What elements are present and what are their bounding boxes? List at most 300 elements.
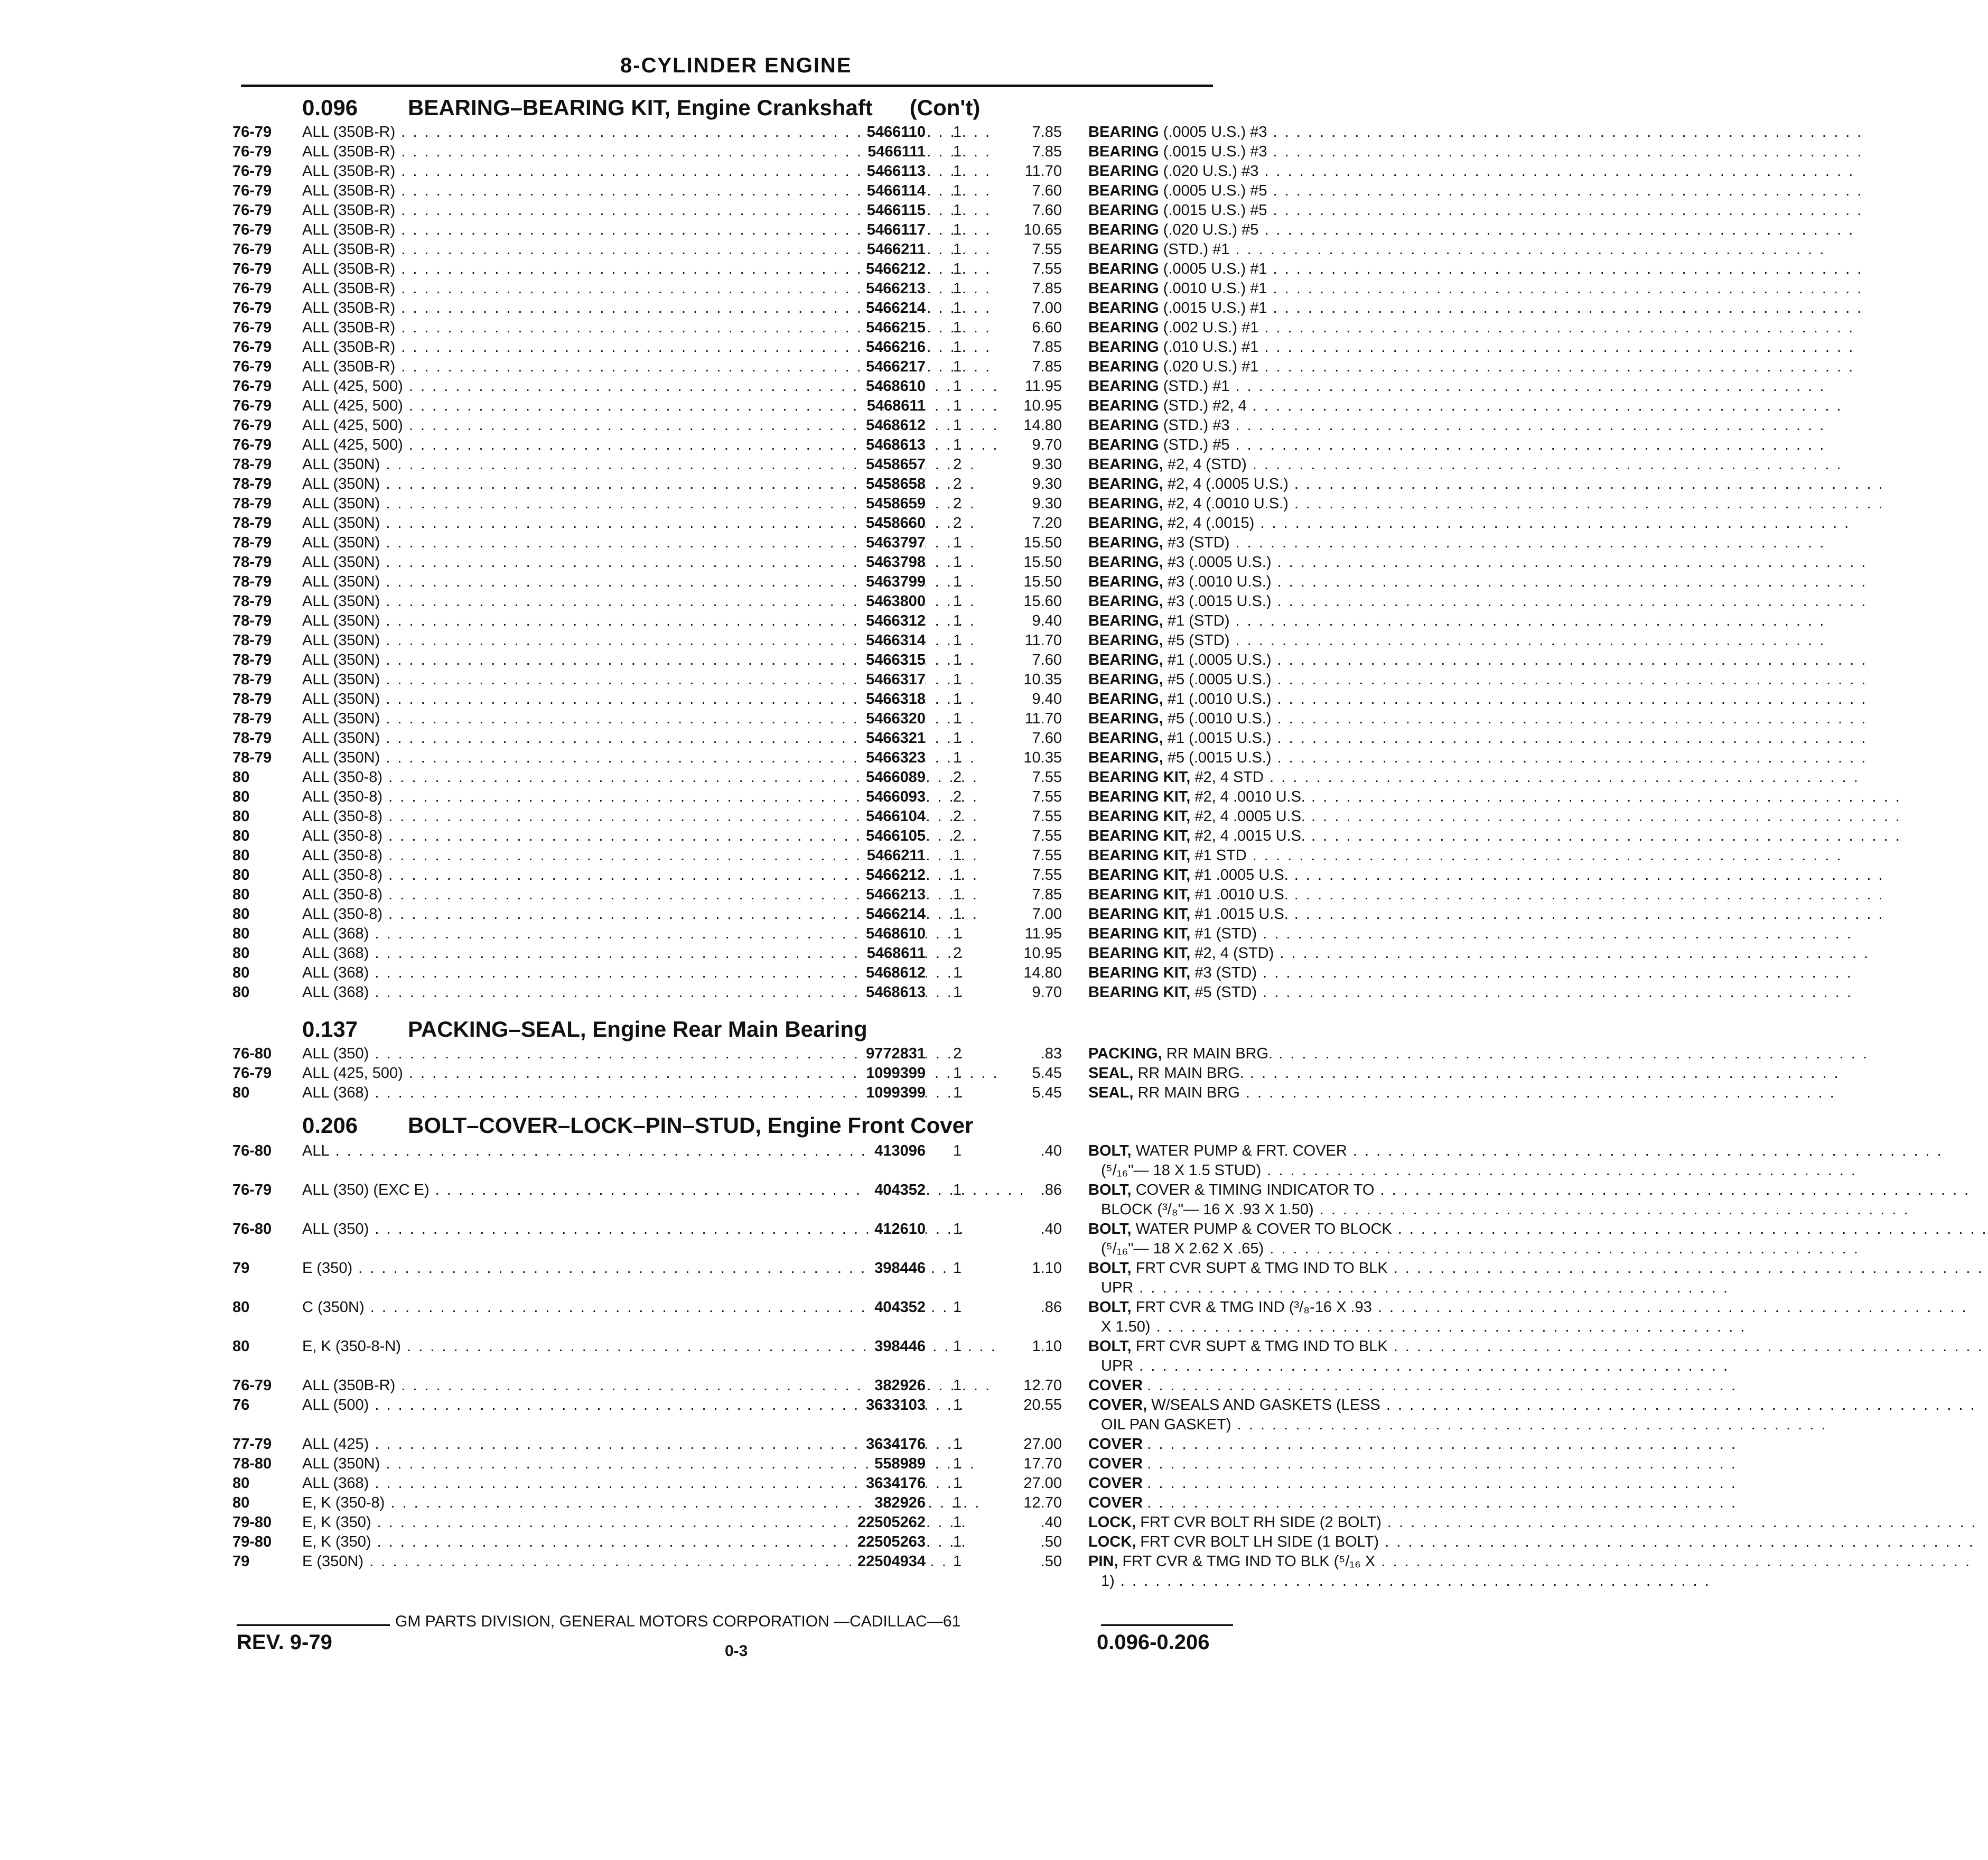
section-heading bbox=[302, 1017, 867, 1042]
year-cell: 79 bbox=[232, 1553, 250, 1570]
table-row bbox=[232, 729, 1272, 748]
price-cell: .40 bbox=[1040, 1221, 1062, 1238]
description-cell bbox=[1088, 650, 1469, 670]
description-text: #5 (.0005 U.S.) bbox=[1167, 671, 1272, 688]
description-cell bbox=[1088, 181, 1469, 201]
part-number-cell: 5466317 bbox=[860, 670, 926, 690]
description-cell bbox=[1088, 807, 1469, 826]
footer-publisher: GM PARTS DIVISION, GENERAL MOTORS CORPORATION —CADILLAC—61 bbox=[395, 1613, 961, 1630]
description-cell bbox=[1088, 377, 1469, 396]
description-text: #1 (.0015 U.S.) bbox=[1167, 730, 1272, 747]
part-number-cell: 558989 bbox=[868, 1454, 926, 1474]
description-text: #1 .0015 U.S. bbox=[1194, 906, 1289, 923]
footer-page-number: 0-3 bbox=[725, 1642, 748, 1660]
table-row bbox=[232, 905, 1289, 924]
table-row bbox=[232, 1493, 1236, 1513]
part-number-cell: 5466111 bbox=[861, 142, 926, 162]
description-keyword: BEARING, bbox=[1088, 495, 1163, 512]
year-cell: 78-79 bbox=[232, 456, 272, 473]
description-cell bbox=[1088, 416, 1469, 435]
price-cell: 14.80 bbox=[1023, 964, 1062, 981]
table-row bbox=[232, 181, 1267, 201]
description-text: #2, 4 (STD) bbox=[1167, 456, 1247, 473]
description-cell bbox=[1088, 983, 1469, 1002]
table-row bbox=[232, 494, 1289, 514]
model-cell: ALL (350B-R) . . . bbox=[302, 259, 815, 279]
part-number-cell: 5468613 bbox=[860, 435, 926, 455]
table-row bbox=[232, 1337, 1388, 1376]
description-line bbox=[1088, 611, 1469, 631]
description-keyword: BEARING KIT, bbox=[1088, 906, 1191, 923]
price-cell: 5.45 bbox=[1032, 1065, 1062, 1082]
part-number-cell: 22505262 bbox=[851, 1513, 926, 1532]
description-keyword: BEARING KIT, bbox=[1088, 945, 1191, 962]
part-number-cell: 5466214 bbox=[860, 299, 926, 318]
year-cell: 76-79 bbox=[232, 417, 272, 434]
table-row bbox=[232, 1474, 1236, 1493]
description-cell bbox=[1088, 1454, 1469, 1474]
table-row bbox=[232, 240, 1236, 259]
description-continuation: (⁵/₁₆"— 18 X 1.5 STUD) . . . bbox=[1088, 1161, 1469, 1180]
description-cell bbox=[1088, 357, 1469, 377]
price-cell: 11.95 bbox=[1024, 925, 1062, 942]
section-name: PACKING–SEAL, Engine Rear Main Bearing bbox=[408, 1017, 867, 1041]
description-line bbox=[1088, 748, 1469, 768]
model-cell: ALL (350N) . . . bbox=[302, 592, 815, 611]
part-number-cell: 5466318 bbox=[860, 690, 926, 709]
part-number-cell: 5463800 bbox=[860, 592, 926, 611]
price-cell: 10.65 bbox=[1023, 221, 1062, 238]
description-line bbox=[1088, 905, 1469, 924]
year-cell: 76-80 bbox=[232, 1221, 272, 1238]
description-text: #3 (STD) bbox=[1167, 534, 1230, 551]
description-keyword: LOCK, bbox=[1088, 1514, 1136, 1531]
description-text: #2, 4 STD bbox=[1194, 769, 1264, 786]
quantity-cell: 1 bbox=[953, 339, 962, 356]
part-number-cell: 404352 bbox=[868, 1298, 926, 1317]
model-cell: E (350) . . . bbox=[302, 1259, 815, 1278]
year-cell: 80 bbox=[232, 906, 250, 923]
part-number-cell: 5466212 bbox=[860, 259, 926, 279]
description-cell bbox=[1088, 455, 1469, 475]
year-cell: 78-79 bbox=[232, 554, 272, 571]
part-number-cell: 5466214 bbox=[860, 905, 926, 924]
year-cell: 80 bbox=[232, 1338, 250, 1355]
year-cell: 76-79 bbox=[232, 182, 272, 199]
description-text: RR MAIN BRG. bbox=[1137, 1065, 1244, 1082]
quantity-cell: 2 bbox=[953, 476, 962, 492]
description-keyword: BEARING bbox=[1088, 436, 1159, 453]
price-cell: 9.40 bbox=[1032, 691, 1062, 708]
description-cell bbox=[1088, 709, 1469, 729]
year-cell: 76-79 bbox=[232, 300, 272, 317]
model-cell: ALL (350N) . . . bbox=[302, 475, 815, 494]
description-text: (.0005 U.S.) #1 bbox=[1163, 261, 1267, 277]
part-number-cell: 5463797 bbox=[860, 533, 926, 553]
part-number-cell: 5468612 bbox=[860, 416, 926, 435]
description-cell bbox=[1088, 553, 1469, 572]
description-cell bbox=[1088, 123, 1469, 142]
quantity-cell: 1 bbox=[953, 1065, 962, 1082]
part-number-cell: 5466211 bbox=[861, 846, 926, 866]
description-text: #5 (STD) bbox=[1167, 632, 1230, 649]
table-row bbox=[232, 220, 1259, 240]
description-keyword: BOLT, bbox=[1088, 1299, 1132, 1316]
price-cell: 17.70 bbox=[1023, 1455, 1062, 1472]
description-keyword: BEARING bbox=[1088, 221, 1159, 238]
price-cell: 11.70 bbox=[1024, 163, 1062, 180]
price-cell: 10.35 bbox=[1023, 671, 1062, 688]
description-line bbox=[1088, 279, 1469, 299]
table-row bbox=[232, 963, 1257, 983]
quantity-cell: 1 bbox=[953, 1475, 962, 1492]
description-keyword: BEARING KIT, bbox=[1088, 964, 1191, 981]
table-row bbox=[232, 787, 1305, 807]
part-number-cell: 5466093 bbox=[860, 787, 926, 807]
year-cell: 80 bbox=[232, 925, 250, 942]
description-keyword: BEARING bbox=[1088, 143, 1159, 160]
description-line bbox=[1088, 1396, 1469, 1415]
quantity-cell: 1 bbox=[953, 1142, 962, 1159]
description-cell bbox=[1088, 944, 1469, 963]
description-line bbox=[1088, 299, 1469, 318]
description-keyword: BEARING, bbox=[1088, 652, 1163, 668]
description-line bbox=[1088, 455, 1469, 475]
description-text: (STD.) #2, 4 bbox=[1163, 397, 1247, 414]
model-cell: ALL (350-8) . . . bbox=[302, 826, 815, 846]
description-keyword: BEARING, bbox=[1088, 534, 1163, 551]
part-number-cell: 413096 bbox=[868, 1141, 926, 1161]
price-cell: 15.50 bbox=[1023, 573, 1062, 590]
description-keyword: BEARING, bbox=[1088, 710, 1163, 727]
description-line bbox=[1088, 553, 1469, 572]
table-row bbox=[232, 201, 1267, 220]
part-number-cell: 5466314 bbox=[860, 631, 926, 650]
price-cell: 7.00 bbox=[1032, 906, 1062, 923]
table-row bbox=[232, 983, 1257, 1002]
description-text: #1 .0010 U.S. bbox=[1194, 886, 1289, 903]
description-text: #3 (STD) bbox=[1194, 964, 1257, 981]
header-title: 8-CYLINDER ENGINE bbox=[620, 54, 852, 77]
model-cell: ALL (368) . . . bbox=[302, 963, 815, 983]
model-cell: E, K (350-8) . . . bbox=[302, 1493, 815, 1513]
description-keyword: BEARING KIT, bbox=[1088, 867, 1191, 884]
year-cell: 76-80 bbox=[232, 1142, 272, 1159]
description-cell bbox=[1088, 631, 1469, 650]
table-row bbox=[232, 1396, 1380, 1435]
description-keyword: BEARING KIT, bbox=[1088, 808, 1191, 825]
description-cell bbox=[1088, 729, 1469, 748]
description-text: #2, 4 (.0015) bbox=[1167, 515, 1255, 532]
part-number-cell: 5466212 bbox=[860, 866, 926, 885]
quantity-cell: 1 bbox=[953, 573, 962, 590]
part-number-cell: 5466115 bbox=[861, 201, 926, 220]
price-cell: 15.60 bbox=[1023, 593, 1062, 610]
model-cell: ALL (350B-R) . . . bbox=[302, 201, 815, 220]
part-number-cell: 5458658 bbox=[860, 475, 926, 494]
description-continuation: OIL PAN GASKET) . . . bbox=[1088, 1415, 1469, 1435]
description-text: #2, 4 .0015 U.S. bbox=[1194, 827, 1305, 844]
model-cell: ALL (350N) . . . bbox=[302, 611, 815, 631]
description-cell bbox=[1088, 748, 1469, 768]
price-cell: 11.70 bbox=[1024, 710, 1062, 727]
description-line bbox=[1088, 729, 1469, 748]
quantity-cell: 1 bbox=[953, 300, 962, 317]
model-cell: ALL (350B-R) . . . bbox=[302, 220, 815, 240]
quantity-cell: 1 bbox=[953, 925, 962, 942]
description-text: (STD.) #1 bbox=[1163, 378, 1230, 395]
description-keyword: BEARING KIT, bbox=[1088, 788, 1191, 805]
section-heading bbox=[302, 1113, 973, 1138]
quantity-cell: 2 bbox=[953, 1045, 962, 1062]
price-cell: 7.55 bbox=[1032, 788, 1062, 805]
year-cell: 76-79 bbox=[232, 436, 272, 453]
quantity-cell: 1 bbox=[953, 1084, 962, 1101]
description-keyword: BOLT, bbox=[1088, 1338, 1132, 1355]
description-text: COVER & TIMING INDICATOR TO bbox=[1135, 1182, 1375, 1198]
table-row bbox=[232, 592, 1272, 611]
description-line bbox=[1088, 866, 1469, 885]
part-number-cell: 5466315 bbox=[860, 650, 926, 670]
year-cell: 80 bbox=[232, 984, 250, 1001]
price-cell: 9.70 bbox=[1032, 984, 1062, 1001]
quantity-cell: 1 bbox=[953, 554, 962, 571]
year-cell: 78-79 bbox=[232, 730, 272, 747]
model-cell: ALL (350-8) . . . bbox=[302, 807, 815, 826]
year-cell: 80 bbox=[232, 886, 250, 903]
model-cell: ALL (500) . . . bbox=[302, 1396, 815, 1415]
description-text: (.020 U.S.) #3 bbox=[1163, 163, 1259, 180]
description-line bbox=[1088, 787, 1469, 807]
description-line bbox=[1088, 1298, 1469, 1317]
footer-rule-left bbox=[237, 1624, 390, 1626]
quantity-cell: 2 bbox=[953, 515, 962, 532]
description-cell bbox=[1088, 338, 1469, 357]
description-line bbox=[1088, 944, 1469, 963]
description-keyword: COVER, bbox=[1088, 1397, 1147, 1413]
table-row bbox=[232, 162, 1259, 181]
quantity-cell: 2 bbox=[953, 808, 962, 825]
part-number-cell: 5466117 bbox=[861, 220, 926, 240]
table-row bbox=[232, 338, 1259, 357]
part-number-cell: 3634176 bbox=[860, 1435, 926, 1454]
description-line bbox=[1088, 435, 1469, 455]
table-row bbox=[232, 142, 1267, 162]
table-row bbox=[232, 1532, 1379, 1552]
section-name: BEARING–BEARING KIT, Engine Crankshaft bbox=[408, 95, 873, 120]
description-line bbox=[1088, 1493, 1469, 1513]
model-cell: E, K (350-8-N) . . . bbox=[302, 1337, 815, 1356]
description-cell bbox=[1088, 572, 1469, 592]
quantity-cell: 1 bbox=[953, 593, 962, 610]
section-continued-label: (Con't) bbox=[909, 95, 981, 120]
description-keyword: BEARING bbox=[1088, 163, 1159, 180]
price-cell: 6.60 bbox=[1032, 319, 1062, 336]
quantity-cell: 1 bbox=[953, 1377, 962, 1394]
part-number-cell: 5466110 bbox=[861, 123, 926, 142]
price-cell: 9.70 bbox=[1032, 436, 1062, 453]
description-cell bbox=[1088, 1180, 1469, 1220]
year-cell: 76-79 bbox=[232, 339, 272, 356]
year-cell: 76-79 bbox=[232, 221, 272, 238]
part-number-cell: 5458659 bbox=[860, 494, 926, 514]
description-keyword: BEARING, bbox=[1088, 593, 1163, 610]
description-keyword: BOLT, bbox=[1088, 1260, 1132, 1277]
quantity-cell: 1 bbox=[953, 1436, 962, 1453]
year-cell: 79-80 bbox=[232, 1533, 272, 1550]
description-cell bbox=[1088, 905, 1469, 924]
model-cell: ALL (350N) . . . bbox=[302, 494, 815, 514]
description-cell bbox=[1088, 494, 1469, 514]
description-keyword: PACKING, bbox=[1088, 1045, 1162, 1062]
description-line bbox=[1088, 1180, 1469, 1200]
table-row bbox=[232, 1454, 1236, 1474]
table-row bbox=[232, 650, 1272, 670]
description-cell bbox=[1088, 514, 1469, 533]
year-cell: 78-79 bbox=[232, 671, 272, 688]
quantity-cell: 1 bbox=[953, 1397, 962, 1413]
description-keyword: BEARING bbox=[1088, 124, 1159, 141]
part-number-cell: 382926 bbox=[868, 1493, 926, 1513]
price-cell: 15.50 bbox=[1023, 534, 1062, 551]
parts-table bbox=[232, 1044, 1273, 1103]
quantity-cell: 1 bbox=[953, 358, 962, 375]
quantity-cell: 1 bbox=[953, 163, 962, 180]
table-row bbox=[232, 259, 1267, 279]
description-cell bbox=[1088, 259, 1469, 279]
description-cell bbox=[1088, 1376, 1469, 1396]
model-cell: ALL (350B-R) . . . bbox=[302, 123, 815, 142]
price-cell: 10.95 bbox=[1023, 945, 1062, 962]
year-cell: 78-79 bbox=[232, 495, 272, 512]
description-keyword: BEARING, bbox=[1088, 515, 1163, 532]
part-number-cell: 5458657 bbox=[860, 455, 926, 475]
description-cell bbox=[1088, 533, 1469, 553]
description-line bbox=[1088, 396, 1469, 416]
part-number-cell: 5466104 bbox=[860, 807, 926, 826]
table-row bbox=[232, 690, 1272, 709]
price-cell: 1.10 bbox=[1032, 1338, 1062, 1355]
description-line bbox=[1088, 670, 1469, 690]
quantity-cell: 1 bbox=[953, 1182, 962, 1198]
price-cell: 7.85 bbox=[1032, 886, 1062, 903]
description-keyword: BEARING bbox=[1088, 319, 1159, 336]
description-keyword: SEAL, bbox=[1088, 1065, 1134, 1082]
year-cell: 78-79 bbox=[232, 652, 272, 668]
model-cell: ALL (350) . . . bbox=[302, 1044, 815, 1064]
model-cell: ALL (368) . . . bbox=[302, 983, 815, 1002]
price-cell: .40 bbox=[1040, 1142, 1062, 1159]
description-keyword: BEARING bbox=[1088, 261, 1159, 277]
description-keyword: BEARING bbox=[1088, 378, 1159, 395]
description-line bbox=[1088, 475, 1469, 494]
price-cell: 7.60 bbox=[1032, 182, 1062, 199]
table-row bbox=[232, 1513, 1382, 1532]
description-cell bbox=[1088, 1493, 1469, 1513]
model-cell: ALL (350B-R) . . . bbox=[302, 181, 815, 201]
price-cell: 7.55 bbox=[1032, 867, 1062, 884]
price-cell: 9.40 bbox=[1032, 612, 1062, 629]
description-cell bbox=[1088, 1064, 1469, 1083]
description-cell bbox=[1088, 220, 1469, 240]
description-cell bbox=[1088, 142, 1469, 162]
description-keyword: BEARING, bbox=[1088, 573, 1163, 590]
description-line bbox=[1088, 338, 1469, 357]
description-text: RR MAIN BRG bbox=[1137, 1084, 1240, 1101]
description-keyword: BEARING, bbox=[1088, 671, 1163, 688]
description-keyword: PIN, bbox=[1088, 1553, 1118, 1570]
model-cell: ALL (350N) . . . bbox=[302, 729, 815, 748]
description-line bbox=[1088, 1044, 1469, 1064]
table-row bbox=[232, 924, 1257, 944]
model-cell: ALL (350) . . . bbox=[302, 1220, 815, 1239]
description-text: #2, 4 (.0010 U.S.) bbox=[1167, 495, 1289, 512]
description-continuation: UPR . . . bbox=[1088, 1356, 1469, 1376]
model-cell: ALL (425, 500) . . . bbox=[302, 1064, 815, 1083]
part-number-cell: 5458660 bbox=[860, 514, 926, 533]
description-cell bbox=[1088, 611, 1469, 631]
part-number-cell: 5466211 bbox=[861, 240, 926, 259]
description-keyword: BEARING bbox=[1088, 182, 1159, 199]
table-row bbox=[232, 807, 1305, 826]
description-text: #2, 4 (STD) bbox=[1194, 945, 1274, 962]
table-row bbox=[232, 357, 1259, 377]
description-line bbox=[1088, 924, 1469, 944]
description-cell bbox=[1088, 1220, 1469, 1259]
table-row bbox=[232, 377, 1236, 396]
quantity-cell: 2 bbox=[953, 827, 962, 844]
description-text: FRT CVR & TMG IND (³/₈-16 X .93 bbox=[1135, 1299, 1372, 1316]
table-row bbox=[232, 846, 1247, 866]
quantity-cell: 1 bbox=[953, 1514, 962, 1531]
description-text: (STD.) #5 bbox=[1163, 436, 1230, 453]
price-cell: 7.55 bbox=[1032, 827, 1062, 844]
year-cell: 76-79 bbox=[232, 319, 272, 336]
price-cell: 5.45 bbox=[1032, 1084, 1062, 1101]
table-row bbox=[232, 1552, 1376, 1591]
part-number-cell: 5468613 bbox=[860, 983, 926, 1002]
price-cell: 27.00 bbox=[1023, 1436, 1062, 1453]
price-cell: 1.10 bbox=[1032, 1260, 1062, 1277]
part-number-cell: 5466321 bbox=[860, 729, 926, 748]
description-cell bbox=[1088, 670, 1469, 690]
table-row bbox=[232, 944, 1274, 963]
description-keyword: BEARING bbox=[1088, 280, 1159, 297]
price-cell: 7.20 bbox=[1032, 515, 1062, 532]
quantity-cell: 1 bbox=[953, 906, 962, 923]
description-line bbox=[1088, 1474, 1469, 1493]
description-keyword: COVER bbox=[1088, 1475, 1143, 1492]
model-cell: ALL (350N) . . . bbox=[302, 748, 815, 768]
part-number-cell: 5468610 bbox=[860, 924, 926, 944]
quantity-cell: 1 bbox=[953, 749, 962, 766]
description-line bbox=[1088, 416, 1469, 435]
description-cell bbox=[1088, 866, 1469, 885]
description-text: FRT CVR BOLT LH SIDE (1 BOLT) bbox=[1140, 1533, 1379, 1550]
description-text: (.0005 U.S.) #3 bbox=[1163, 124, 1267, 141]
year-cell: 80 bbox=[232, 1475, 250, 1492]
description-cell bbox=[1088, 1532, 1469, 1552]
year-cell: 78-79 bbox=[232, 749, 272, 766]
parts-table bbox=[232, 123, 1305, 1002]
quantity-cell: 1 bbox=[953, 319, 962, 336]
model-cell: ALL (350-8) . . . bbox=[302, 885, 815, 905]
description-text: FRT CVR BOLT RH SIDE (2 BOLT) bbox=[1140, 1514, 1382, 1531]
price-cell: 7.55 bbox=[1032, 261, 1062, 277]
description-keyword: BEARING KIT, bbox=[1088, 925, 1191, 942]
table-row bbox=[232, 1298, 1372, 1337]
price-cell: 12.70 bbox=[1023, 1377, 1062, 1394]
